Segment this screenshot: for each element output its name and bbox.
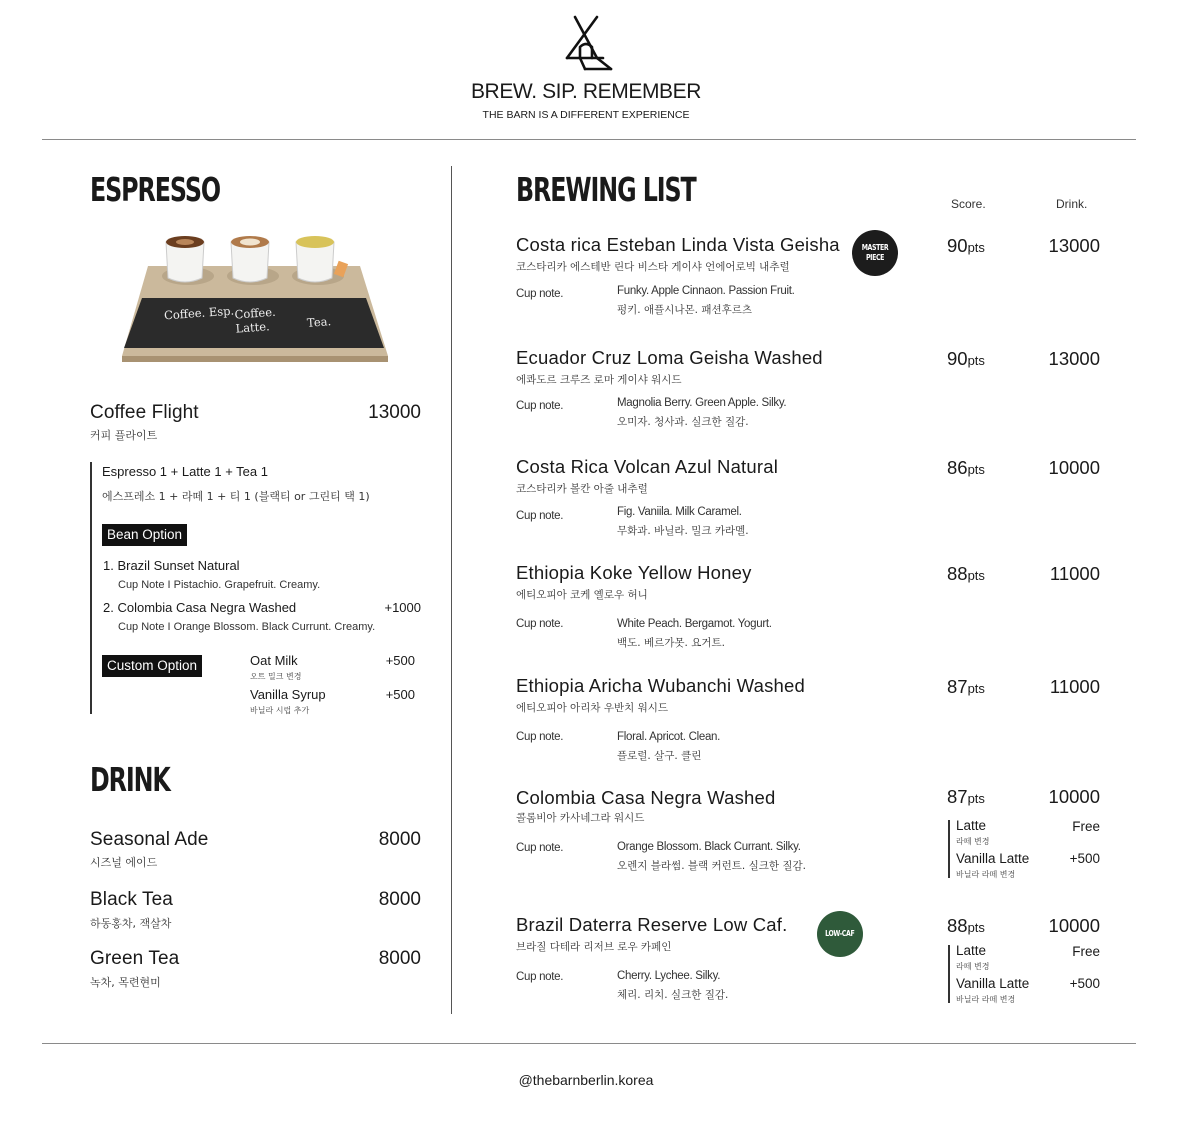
modifier-vanilla-latte-price: +500 <box>1069 976 1100 991</box>
cup-note-en: Funky. Apple Cinnaon. Passion Fruit. <box>617 285 795 297</box>
coffee-score: 90pts <box>947 348 985 369</box>
coffee-name: Costa Rica Volcan Azul Natural <box>516 456 779 477</box>
drink-title: DRINK <box>90 760 170 799</box>
bean-option-2-note: Cup Note I Orange Blossom. Black Currunt. Creamy. <box>118 621 376 633</box>
drink-item-name-ko: 녹차, 목련현미 <box>90 976 161 989</box>
brewing-list-title: BREWING LIST <box>516 170 696 209</box>
drink-item-name-ko: 시즈널 에이드 <box>90 856 158 869</box>
modifier-vanilla-latte: Vanilla Latte <box>956 976 1030 991</box>
flight-composition: Espresso 1 + Latte 1 + Tea 1 <box>102 464 268 479</box>
drink-item-name: Green Tea <box>90 948 180 969</box>
bean-option-1: 1. Brazil Sunset Natural <box>103 558 240 573</box>
brand-subtitle: THE BARN IS A DIFFERENT EXPERIENCE <box>482 109 690 121</box>
modifier-latte-ko: 라떼 변경 <box>956 962 990 971</box>
header-divider <box>42 139 1136 140</box>
coffee-price: 11000 <box>1049 676 1100 697</box>
modifier-latte: Latte <box>956 818 987 833</box>
cup-note-en: Floral. Apricot. Clean. <box>617 731 721 743</box>
coffee-score: 87pts <box>947 786 985 807</box>
instagram-handle[interactable]: @thebarnberlin.korea <box>518 1072 654 1088</box>
coffee-price: 10000 <box>1048 915 1100 936</box>
modifier-bar <box>948 945 950 1003</box>
modifier-vanilla-latte: Vanilla Latte <box>956 851 1030 866</box>
cup-note-en: Magnolia Berry. Green Apple. Silky. <box>617 397 787 409</box>
score-column-header: Score. <box>951 197 986 211</box>
custom-option-vanilla-price: +500 <box>385 687 415 702</box>
illustration-label-latte: Coffee. Latte. <box>234 304 277 336</box>
coffee-price: 13000 <box>1048 235 1100 256</box>
espresso-title: ESPRESSO <box>90 170 221 209</box>
coffee-score: 88pts <box>947 563 985 584</box>
bean-option-2: 2. Colombia Casa Negra Washed <box>103 600 297 615</box>
coffee-name: Costa rica Esteban Linda Vista Geisha <box>516 234 840 255</box>
drink-column-header: Drink. <box>1056 197 1088 211</box>
modifier-bar <box>948 820 950 878</box>
brand-title: BREW. SIP. REMEMBER <box>470 80 702 103</box>
coffee-score: 87pts <box>947 676 985 697</box>
coffee-price: 11000 <box>1049 563 1100 584</box>
modifier-vanilla-latte-ko: 바닐라 라떼 변경 <box>956 995 1016 1004</box>
coffee-name: Brazil Daterra Reserve Low Caf. <box>516 914 788 935</box>
cup-note-ko: 펑키. 애플시나몬. 패션후르츠 <box>617 304 753 316</box>
drink-item-price: 8000 <box>378 889 421 910</box>
illustration-label-tea: Tea. <box>306 314 332 330</box>
coffee-score: 88pts <box>947 915 985 936</box>
cup-note-en: Fig. Vaniila. Milk Caramel. <box>617 506 742 518</box>
cup-note-label: Cup note. <box>516 400 564 412</box>
custom-option-label: Custom Option <box>102 655 202 677</box>
custom-option-oat-milk-price: +500 <box>385 653 415 668</box>
coffee-price: 10000 <box>1048 457 1100 478</box>
cup-note-ko: 무화과. 바닐라. 밀크 카라멜. <box>617 525 749 537</box>
cup-note-label: Cup note. <box>516 731 564 743</box>
coffee-score: 86pts <box>947 457 985 478</box>
modifier-vanilla-latte-ko: 바닐라 라떼 변경 <box>956 870 1016 879</box>
illustration-label-esp: Coffee. Esp. <box>163 303 235 323</box>
coffee-name: Ethiopia Aricha Wubanchi Washed <box>516 675 806 696</box>
coffee-name: Colombia Casa Negra Washed <box>516 787 776 808</box>
coffee-name-ko: 에티오피아 코케 옐로우 허니 <box>516 589 648 601</box>
cup-note-ko: 체리. 리치. 실크한 질감. <box>617 989 729 1001</box>
drink-item-name: Black Tea <box>90 889 173 910</box>
master-piece-badge: MASTER PIECE <box>852 230 898 276</box>
coffee-name: Ethiopia Koke Yellow Honey <box>516 562 752 583</box>
low-caf-badge: LOW-CAF <box>817 911 863 957</box>
custom-option-vanilla: Vanilla Syrup <box>250 687 326 702</box>
coffee-name-ko: 에티오피아 아리차 우반치 워시드 <box>516 702 669 714</box>
coffee-name-ko: 콜롬비아 카사네그라 워시드 <box>516 812 645 824</box>
cup-note-en: White Peach. Bergamot. Yogurt. <box>617 618 772 630</box>
column-divider <box>451 166 452 1014</box>
cup-note-ko: 오미자. 청사과. 실크한 질감. <box>617 416 749 428</box>
coffee-name-ko: 코스타리카 에스테반 린다 비스타 게이샤 언에어로빅 내추럴 <box>516 261 790 273</box>
modifier-latte: Latte <box>956 943 987 958</box>
modifier-latte-price: Free <box>1072 944 1100 959</box>
coffee-flight-illustration <box>118 228 388 363</box>
coffee-price: 10000 <box>1048 786 1100 807</box>
coffee-name-ko: 에콰도르 크루즈 로마 게이샤 워시드 <box>516 374 682 386</box>
flight-composition-ko: 에스프레소 1 + 라떼 1 + 티 1 (블랙티 or 그린티 택 1) <box>102 490 370 503</box>
cup-note-label: Cup note. <box>516 971 564 983</box>
drink-item-name: Seasonal Ade <box>90 829 209 850</box>
cup-note-label: Cup note. <box>516 842 564 854</box>
cup-note-en: Orange Blossom. Black Currant. Silky. <box>617 841 801 853</box>
bean-option-2-price: +1000 <box>384 600 421 615</box>
custom-option-vanilla-ko: 바닐라 시럽 추가 <box>250 706 310 715</box>
coffee-price: 13000 <box>1048 348 1100 369</box>
cup-note-label: Cup note. <box>516 288 564 300</box>
cup-note-en: Cherry. Lychee. Silky. <box>617 970 721 982</box>
cup-note-ko: 오렌지 블라썸. 블랙 커런트. 실크한 질감. <box>617 860 806 872</box>
drink-item-name-ko: 하동홍차, 잭살차 <box>90 917 172 930</box>
coffee-flight-name-ko: 커피 플라이트 <box>90 429 158 442</box>
cup-note-ko: 플로럴. 살구. 클린 <box>617 750 702 762</box>
bean-option-1-note: Cup Note I Pistachio. Grapefruit. Creamy. <box>118 579 321 591</box>
coffee-flight-name: Coffee Flight <box>90 402 199 423</box>
cup-note-label: Cup note. <box>516 618 564 630</box>
footer-divider <box>42 1043 1136 1044</box>
custom-option-oat-milk-ko: 오트 밀크 변경 <box>250 672 302 681</box>
drink-item-price: 8000 <box>378 829 421 850</box>
custom-option-oat-milk: Oat Milk <box>250 653 298 668</box>
coffee-name-ko: 코스타리카 볼칸 아줄 내추럴 <box>516 483 648 495</box>
cup-note-label: Cup note. <box>516 510 564 522</box>
modifier-latte-price: Free <box>1072 819 1100 834</box>
coffee-name: Ecuador Cruz Loma Geisha Washed <box>516 347 823 368</box>
modifier-latte-ko: 라떼 변경 <box>956 837 990 846</box>
cup-note-ko: 백도. 베르가못. 요거트. <box>617 637 725 649</box>
drink-item-price: 8000 <box>378 948 421 969</box>
bean-option-label: Bean Option <box>102 524 187 546</box>
modifier-vanilla-latte-price: +500 <box>1069 851 1100 866</box>
coffee-name-ko: 브라질 다테라 리저브 로우 카페인 <box>516 941 672 953</box>
coffee-flight-price: 13000 <box>368 402 421 423</box>
option-bar <box>90 462 92 714</box>
coffee-score: 90pts <box>947 235 985 256</box>
barn-logo-icon <box>557 14 617 74</box>
